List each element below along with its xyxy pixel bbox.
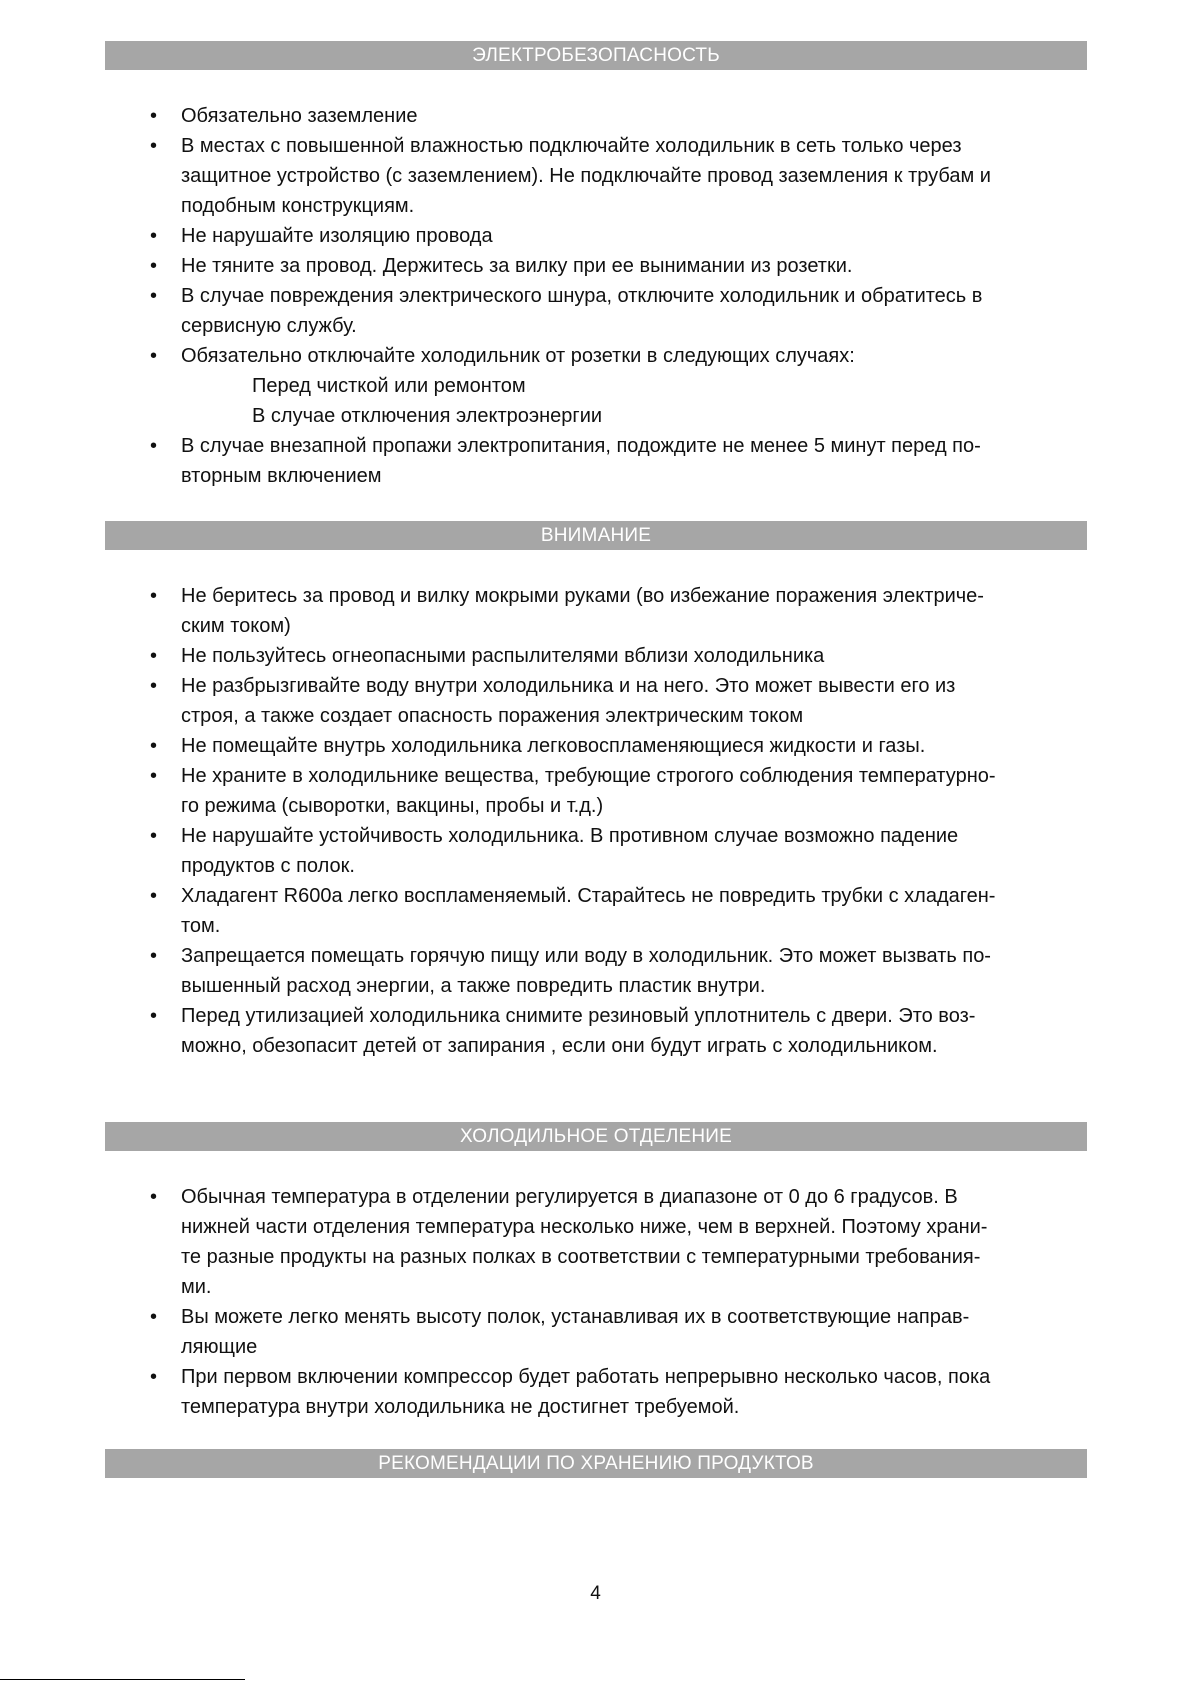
bullet-icon: • bbox=[150, 765, 158, 787]
list-item-text: Не нарушайте устойчивость холодильника. В противном случае возможно падение bbox=[181, 825, 959, 847]
list-item-text: вышенный расход энергии, а также повредить пластик внутри. bbox=[181, 975, 766, 997]
section-header-electrical-safety: ЭЛЕКТРОБЕЗОПАСНОСТЬ bbox=[105, 41, 1087, 70]
bullet-icon: • bbox=[150, 1366, 158, 1388]
list-item-text: го режима (сыворотки, вакцины, пробы и т.д.) bbox=[181, 795, 604, 817]
list-item bbox=[0, 281, 1191, 341]
list-item-text: ляющие bbox=[181, 1336, 258, 1358]
bullet-icon: • bbox=[150, 255, 158, 277]
bullet-icon: • bbox=[150, 435, 158, 457]
list-item-text: Не нарушайте изоляцию провода bbox=[181, 225, 493, 247]
list-item bbox=[0, 731, 1191, 761]
list-item-text: том. bbox=[181, 915, 221, 937]
list-item-text: В случае внезапной пропажи электропитания, подождите не менее 5 минут перед по- bbox=[181, 435, 981, 457]
bullet-icon: • bbox=[150, 135, 158, 157]
list-item-text: Не беритесь за провод и вилку мокрыми руками (во избежание поражения электриче- bbox=[181, 585, 984, 607]
list-item-text: Не храните в холодильнике вещества, требующие строгого соблюдения температурно- bbox=[181, 765, 996, 787]
list-item-text: В местах с повышенной влажностью подключайте холодильник в сеть только через bbox=[181, 135, 962, 157]
list-item-text: Хладагент R600a легко воспламеняемый. Старайтесь не повредить трубки с хладаген- bbox=[181, 885, 996, 907]
list-item-text: Перед утилизацией холодильника снимите резиновый уплотнитель с двери. Это воз- bbox=[181, 1005, 976, 1027]
list-item-text: защитное устройство (с заземлением). Не подключайте провод заземления к трубам и bbox=[181, 165, 991, 187]
list-item-text: вторным включением bbox=[181, 465, 382, 487]
electrical-safety-list bbox=[0, 101, 1191, 491]
bullet-icon: • bbox=[150, 105, 158, 127]
section-header-fridge-compartment: ХОЛОДИЛЬНОЕ ОТДЕЛЕНИЕ bbox=[105, 1122, 1087, 1151]
list-item-text: Обязательно отключайте холодильник от розетки в следующих случаях: bbox=[181, 345, 855, 367]
list-item bbox=[0, 581, 1191, 641]
list-item-text: температура внутри холодильника не достигнет требуемой. bbox=[181, 1396, 740, 1418]
list-item bbox=[0, 761, 1191, 821]
page-number: 4 bbox=[590, 1583, 601, 1604]
list-item bbox=[0, 101, 1191, 131]
list-item bbox=[0, 131, 1191, 221]
list-item-text: Не помещайте внутрь холодильника легковоспламеняющиеся жидкости и газы. bbox=[181, 735, 926, 757]
list-item bbox=[0, 431, 1191, 491]
fridge-compartment-list bbox=[0, 1182, 1191, 1422]
list-item-text: Не пользуйтесь огнеопасными распылителями вблизи холодильника bbox=[181, 645, 825, 667]
bullet-icon: • bbox=[150, 285, 158, 307]
list-item-text: продуктов с полок. bbox=[181, 855, 355, 877]
list-item bbox=[0, 881, 1191, 941]
bullet-icon: • bbox=[150, 945, 158, 967]
list-item-text: те разные продукты на разных полках в соответствии с температурными требования- bbox=[181, 1246, 981, 1268]
sub-item-text: Перед чисткой или ремонтом bbox=[252, 375, 526, 397]
list-item-text: сервисную службу. bbox=[181, 315, 357, 337]
sub-item-text: В случае отключения электроэнергии bbox=[252, 405, 603, 427]
list-item-text: можно, обезопасит детей от запирания , если они будут играть с холодильником. bbox=[181, 1035, 938, 1057]
list-item-text: ми. bbox=[181, 1276, 212, 1298]
list-item bbox=[0, 821, 1191, 881]
list-item bbox=[0, 1182, 1191, 1302]
list-item bbox=[0, 1302, 1191, 1362]
list-item-text: строя, а также создает опасность поражения электрическим током bbox=[181, 705, 804, 727]
bullet-icon: • bbox=[150, 225, 158, 247]
list-item-text: подобным конструкциям. bbox=[181, 195, 415, 217]
bullet-icon: • bbox=[150, 1306, 158, 1328]
list-item-text: ским током) bbox=[181, 615, 291, 637]
list-item-text: Обязательно заземление bbox=[181, 105, 418, 127]
list-item-text: нижней части отделения температура несколько ниже, чем в верхней. Поэтому храни- bbox=[181, 1216, 988, 1238]
bullet-icon: • bbox=[150, 645, 158, 667]
bullet-icon: • bbox=[150, 585, 158, 607]
list-item bbox=[0, 341, 1191, 431]
list-item bbox=[0, 941, 1191, 1001]
bullet-icon: • bbox=[150, 345, 158, 367]
list-item-text: Не разбрызгивайте воду внутри холодильника и на него. Это может вывести его из bbox=[181, 675, 956, 697]
footer-rule bbox=[0, 1679, 245, 1680]
list-item-text: В случае повреждения электрического шнура, отключите холодильник и обратитесь в bbox=[181, 285, 983, 307]
bullet-icon: • bbox=[150, 735, 158, 757]
section-header-storage-recommendations: РЕКОМЕНДАЦИИ ПО ХРАНЕНИЮ ПРОДУКТОВ bbox=[105, 1449, 1087, 1478]
list-item bbox=[0, 221, 1191, 251]
list-item-text: Обычная температура в отделении регулируется в диапазоне от 0 до 6 градусов. В bbox=[181, 1186, 958, 1208]
list-item bbox=[0, 251, 1191, 281]
list-item-text: Не тяните за провод. Держитесь за вилку при ее вынимании из розетки. bbox=[181, 255, 853, 277]
list-item-text: Вы можете легко менять высоту полок, устанавливая их в соответствующие направ- bbox=[181, 1306, 970, 1328]
bullet-icon: • bbox=[150, 825, 158, 847]
list-item bbox=[0, 671, 1191, 731]
bullet-icon: • bbox=[150, 885, 158, 907]
attention-list bbox=[0, 581, 1191, 1061]
list-item bbox=[0, 1001, 1191, 1061]
section-header-attention: ВНИМАНИЕ bbox=[105, 521, 1087, 550]
list-item bbox=[0, 1362, 1191, 1422]
list-item-text: При первом включении компрессор будет работать непрерывно несколько часов, пока bbox=[181, 1366, 991, 1388]
bullet-icon: • bbox=[150, 1005, 158, 1027]
list-item bbox=[0, 641, 1191, 671]
list-item-text: Запрещается помещать горячую пищу или воду в холодильник. Это может вызвать по- bbox=[181, 945, 991, 967]
bullet-icon: • bbox=[150, 1186, 158, 1208]
bullet-icon: • bbox=[150, 675, 158, 697]
